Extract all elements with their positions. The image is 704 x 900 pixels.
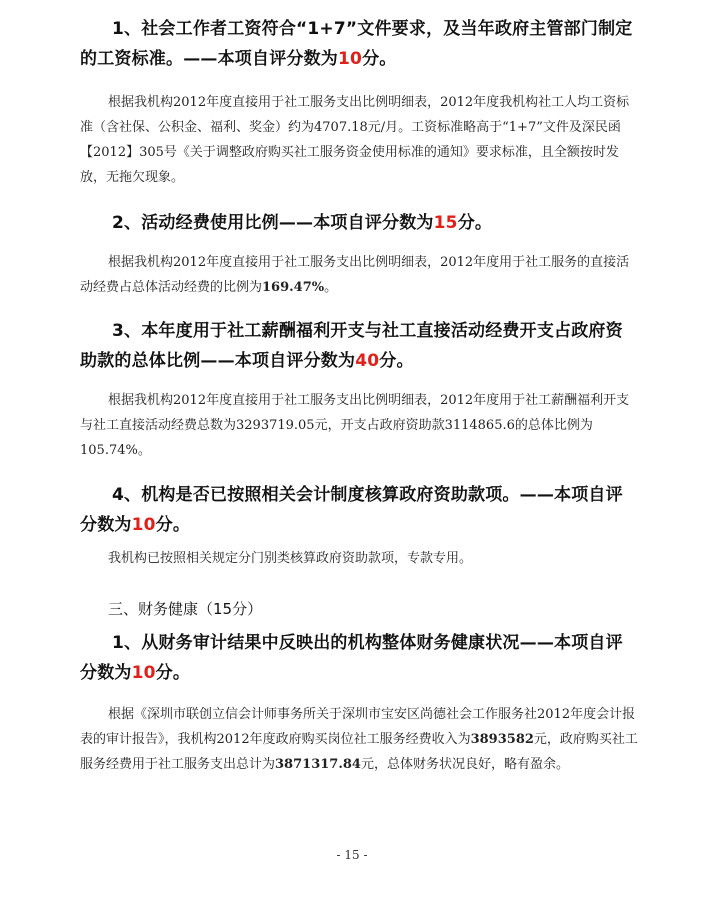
item-3-heading: [80, 316, 640, 376]
item-2-body: [80, 250, 640, 300]
item-1-heading-text: 1、社会工作者工资符合“1+7”文件要求，及当年政府主管部门制定的工资标准。——本项自评分数为: [80, 19, 633, 69]
item-3-body: 根据我机构2012年度直接用于社工服务支出比例明细表，2012年度用于社工薪酬福利开支与社工直接活动经费总数为3293719.05元，开支占政府资助款3114865.6的总体比例为105.74%。: [80, 393, 630, 458]
item-1-body: 根据我机构2012年度直接用于社工服务支出比例明细表，2012年度我机构社工人均工资标准（含社保、公积金、福利、奖金）约为4707.18元/月。工资标准略高于“1+7”文件及深民函【2012】305号《关于调整政府购买社工服务资金使用标准的通知》要求标准，且全额按时发放，无拖欠现象。: [80, 95, 630, 185]
item-3-heading-text: 3、本年度用于社工薪酬福利开支与社工直接活动经费开支占政府资助款的总体比例——本项自评分数为: [80, 321, 623, 371]
item-3-heading-suffix: 分。: [379, 351, 414, 371]
item-2-body-value: 169.47%: [262, 280, 325, 295]
item-5-heading-text: 1、从财务审计结果中反映出的机构整体财务健康状况——本项自评分数为: [80, 633, 623, 683]
item-2-body-text: 根据我机构2012年度直接用于社工服务支出比例明细表，2012年度用于社工服务的直接活动经费占总体活动经费的比例为: [80, 255, 630, 295]
item-5-body-mid: 元，政府购买社工服务经费用于社工服务支出总计为: [80, 732, 638, 772]
item-4-heading-suffix: 分。: [155, 515, 191, 535]
item-1-heading: [80, 14, 640, 74]
item-5-score: 10: [131, 663, 156, 683]
item-4-body: 我机构已按照相关规定分门别类核算政府资助款项，专款专用。: [108, 551, 473, 566]
item-2-heading-suffix: 分。: [457, 213, 493, 233]
item-1-heading-suffix: 分。: [362, 49, 397, 69]
item-1-score: 10: [338, 49, 363, 69]
item-4-heading: [80, 480, 640, 540]
item-5-body-text: 根据《深圳市联创立信会计师事务所关于深圳市宝安区尚德社会工作服务社2012年度会计报表的审计报告》，我机构2012年度政府购买岗位社工服务经费收入为: [80, 707, 636, 747]
item-2-heading: [80, 208, 640, 238]
item-3-score: 40: [355, 351, 380, 371]
item-5-heading: [80, 628, 640, 688]
page-number: - 15 -: [336, 848, 368, 862]
item-5-income-value: 3893582: [470, 732, 534, 747]
item-2-score: 15: [433, 213, 458, 233]
item-5-body-suffix: 元，总体财务状况良好，略有盈余。: [360, 757, 569, 772]
item-5-expense-value: 3871317.84: [275, 757, 361, 772]
section-3-title: 三、财务健康（15分）: [108, 600, 263, 618]
item-5-heading-suffix: 分。: [155, 663, 191, 683]
item-5-body: [80, 702, 640, 777]
item-4-score: 10: [131, 515, 156, 535]
item-2-heading-text: 2、活动经费使用比例——本项自评分数为: [112, 213, 434, 233]
item-2-body-suffix: 。: [324, 280, 338, 295]
item-4-heading-text: 4、机构是否已按照相关会计制度核算政府资助款项。——本项自评分数为: [80, 485, 623, 535]
